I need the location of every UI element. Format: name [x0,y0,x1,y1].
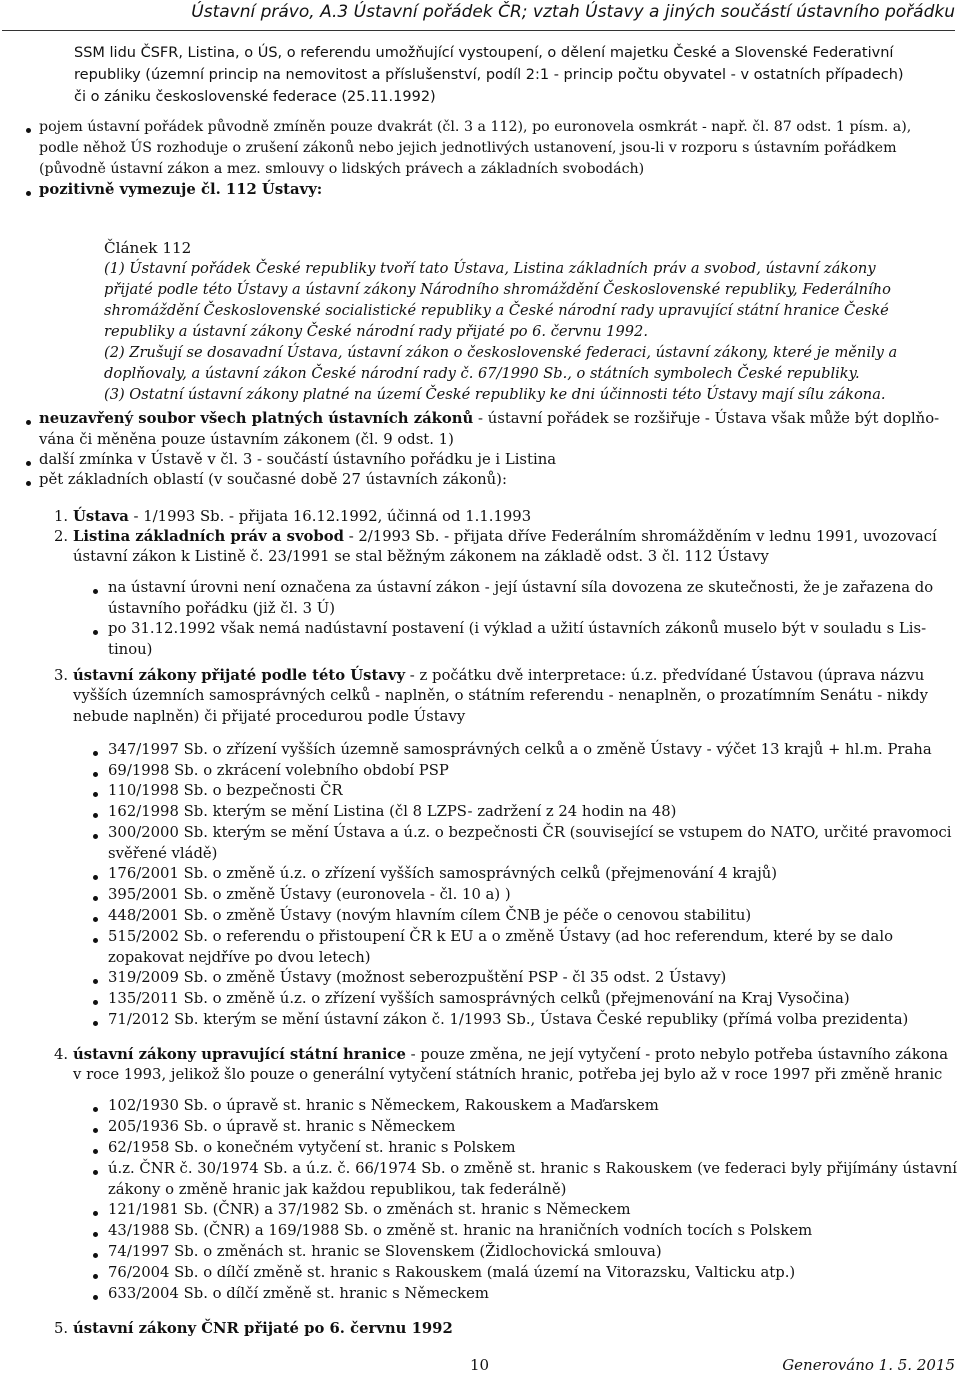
bullet-icon [93,1274,98,1279]
bullet-icon [93,896,98,901]
list-item: vána či měněna pouze ústavním zákonem (čl. 9 odst. 1) [39,431,454,448]
list-item: neuzavřený soubor všech platných ústavních zákonů - ústavní pořádek se rozšiřuje - Ústava však může být doplňo- [39,410,940,427]
list-item: 62/1958 Sb. o konečném vytyčení st. hranic s Polskem [108,1139,516,1156]
list-item: 69/1998 Sb. o zkrácení volebního období PSP [108,762,449,779]
bullet-icon [93,589,98,594]
list-item: 448/2001 Sb. o změně Ústavy (novým hlavním cílem ČNB je péče o cenovou stabilitu) [108,907,752,924]
article-line: (1) Ústavní pořádek České republiky tvoří tato Ústava, Listina základních práv a svobod, ústavní zákony [104,260,876,277]
list-item: 633/2004 Sb. o dílčí změně st. hranic s Německem [108,1285,489,1302]
bullet-icon [26,461,31,466]
section-number: 1. [54,508,69,525]
list-item: ú.z. ČNR č. 30/1974 Sb. a ú.z. č. 66/1974 Sb. o změně st. hranic s Rakouskem (ve federaci byly přijímány ústavní [108,1160,958,1177]
list-item: 74/1997 Sb. o změnách st. hranic se Slovenskem (Židlochovická smlouva) [108,1243,662,1260]
section-heading: Ústava - 1/1993 Sb. - přijata 16.12.1992, účinná od 1.1.1993 [73,508,532,525]
bullet-icon [93,813,98,818]
list-item: 300/2000 Sb. kterým se mění Ústava a ú.z. o bezpečnosti ČR (související se vstupem do NATO, určité pravomoci [108,824,952,841]
list-item: 319/2009 Sb. o změně Ústavy (možnost seberozpuštění PSP - čl 35 odst. 2 Ústavy) [108,969,727,986]
list-item: tinou) [108,641,153,658]
section-number: 5. [54,1320,69,1337]
bullet-icon [26,481,31,486]
list-item: 110/1998 Sb. o bezpečnosti ČR [108,782,343,799]
section-text: v roce 1993, jelikož šlo pouze o generální vytyčení státních hranic, potřeba jej bylo až v roce 1997 při změně hranic [73,1066,943,1083]
section-heading: ústavní zákony upravující státní hranice - pouze změna, ne její vytyčení - proto nebylo potřeba ústavního zákona [73,1046,949,1063]
bullet-icon [93,792,98,797]
section-text: ústavní zákon k Listině č. 23/1991 se stal běžným zákonem na základě odst. 3 čl. 112 Ústavy [73,548,769,565]
list-item: pojem ústavní pořádek původně zmíněn pouze dvakrát (čl. 3 a 112), po euronovela osmkrát - např. čl. 87 odst. 1 písm. a), [39,119,912,135]
list-item: na ústavní úrovni není označena za ústavní zákon - její ústavní síla dovozena ze skutečnosti, že je zařazena do [108,579,934,596]
bullet-icon [93,875,98,880]
section-number: 4. [54,1046,69,1063]
bullet-icon [93,834,98,839]
article-line: (2) Zrušují se dosavadní Ústava, ústavní zákon o československé federaci, ústavní zákony, které je měnily a [104,344,898,361]
section-number: 3. [54,667,69,684]
section-text: nebude naplněn) či přijaté procedurou podle Ústavy [73,708,466,725]
list-item: zákony o změně hranic jak každou republikou, tak federálně) [108,1181,567,1198]
bullet-icon [93,1128,98,1133]
list-item: 121/1981 Sb. (ČNR) a 37/1982 Sb. o změnách st. hranic s Německem [108,1201,631,1218]
bullet-icon [26,420,31,425]
list-item: 176/2001 Sb. o změně ú.z. o zřízení vyšších samosprávných celků (přejmenování 4 krajů) [108,865,778,882]
list-item: 135/2011 Sb. o změně ú.z. o zřízení vyšších samosprávných celků (přejmenování na Kraj Vysočina) [108,990,850,1007]
intro-line: republiky (územní princip na nemovitost a příslušenství, podíl 2:1 - princip počtu obyvatel - v ostatních případech) [74,67,904,83]
generated-date: Generováno 1. 5. 2015 [782,1356,955,1374]
intro-line: SSM lidu ČSFR, Listina, o ÚS, o referendu umožňující vystoupení, o dělení majetku České a Slovenské Federativní [74,45,894,61]
list-item: 76/2004 Sb. o dílčí změně st. hranic s Rakouskem (malá území na Vitorazsku, Valticku atp.) [108,1264,796,1281]
list-item: pět základních oblastí (v současné době 27 ústavních zákonů): [39,471,507,488]
article-line: shromáždění Československé socialistické republiky a České národní rady upravující státní hranice České [104,302,889,319]
list-item: svěřené vládě) [108,845,218,862]
list-item: po 31.12.1992 však nemá nadústavní postavení (i výklad a užití ústavních zákonů muselo být v souladu s Lis- [108,620,927,637]
intro-line: či o zániku československé federace (25.11.1992) [74,89,436,105]
list-item: 515/2002 Sb. o referendu o přistoupení ČR k EU a o změně Ústavy (ad hoc referendum, které by se dalo [108,928,893,945]
bullet-icon [93,938,98,943]
bullet-icon [93,1149,98,1154]
bullet-icon [26,191,31,196]
article-line: doplňovaly, a ústavní zákon České národní rady č. 67/1990 Sb., o státních symbolech České republiky. [104,365,860,382]
header-rule [2,30,955,31]
bullet-icon [93,1232,98,1237]
section-number: 2. [54,528,69,545]
article-line: (3) Ostatní ústavní zákony platné na území České republiky ke dni účinnosti této Ústavy mají sílu zákona. [104,386,886,403]
bullet-icon [93,1295,98,1300]
bullet-icon [93,1000,98,1005]
article-title: Článek 112 [104,239,192,257]
section-heading: ústavní zákony ČNR přijaté po 6. červnu 1992 [73,1320,453,1337]
list-item: 43/1988 Sb. (ČNR) a 169/1988 Sb. o změně st. hranic na hraničních vodních tocích s Polskem [108,1222,813,1239]
bullet-icon [93,1170,98,1175]
article-line: přijaté podle této Ústavy a ústavní zákony Národního shromáždění Československé republiky, Federálního [104,281,891,298]
section-heading: Listina základních práv a svobod - 2/1993 Sb. - přijata dříve Federálním shromážděním v lednu 1991, uvozovací [73,528,937,545]
bullet-icon [93,772,98,777]
page-number: 10 [470,1356,490,1374]
list-item: 395/2001 Sb. o změně Ústavy (euronovela - čl. 10 a) ) [108,886,511,903]
list-item: 71/2012 Sb. kterým se mění ústavní zákon č. 1/1993 Sb., Ústava České republiky (přímá volba prezidenta) [108,1011,909,1028]
bullet-icon [93,1021,98,1026]
section-heading: ústavní zákony přijaté podle této Ústavy - z počátku dvě interpretace: ú.z. předvídané Ústavou (úprava názvu [73,667,925,684]
section-text: vyšších územních samosprávných celků - naplněn, o státním referendu - nenaplněn, o prozatímním Senátu - nikdy [73,687,928,704]
bullet-icon [93,1107,98,1112]
bullet-icon [93,630,98,635]
list-item-bold: pozitivně vymezuje čl. 112 Ústavy: [39,181,323,198]
list-item: další zmínka v Ústavě v čl. 3 - součástí ústavního pořádku je i Listina [39,451,557,468]
bullet-icon [26,128,31,133]
bullet-icon [93,751,98,756]
bullet-icon [93,979,98,984]
list-item: 102/1930 Sb. o úpravě st. hranic s Německem, Rakouskem a Maďarskem [108,1097,659,1114]
list-item: ústavního pořádku (již čl. 3 Ú) [108,600,335,617]
list-item: 205/1936 Sb. o úpravě st. hranic s Německem [108,1118,456,1135]
list-item: (původně ústavní zákon a mez. smlouvy o lidských právech a základních svobodách) [39,161,645,177]
running-header: Ústavní právo, A.3 Ústavní pořádek ČR; vztah Ústavy a jiných součástí ústavního pořádku [191,2,955,22]
bullet-icon [93,917,98,922]
article-line: republiky a ústavní zákony České národní rady přijaté po 6. červnu 1992. [104,323,648,340]
list-item: 347/1997 Sb. o zřízení vyšších územně samosprávných celků a o změně Ústavy - výčet 13 krajů + hl.m. Praha [108,741,932,758]
list-item: zopakovat nejdříve po dvou letech) [108,949,371,966]
bullet-icon [93,1211,98,1216]
list-item: podle něhož ÚS rozhoduje o zrušení zákonů nebo jejich jednotlivých ustanovení, jsou-li v rozporu s ústavním pořádkem [39,140,897,156]
list-item: 162/1998 Sb. kterým se mění Listina (čl 8 LZPS- zadržení z 24 hodin na 48) [108,803,677,820]
bullet-icon [93,1253,98,1258]
